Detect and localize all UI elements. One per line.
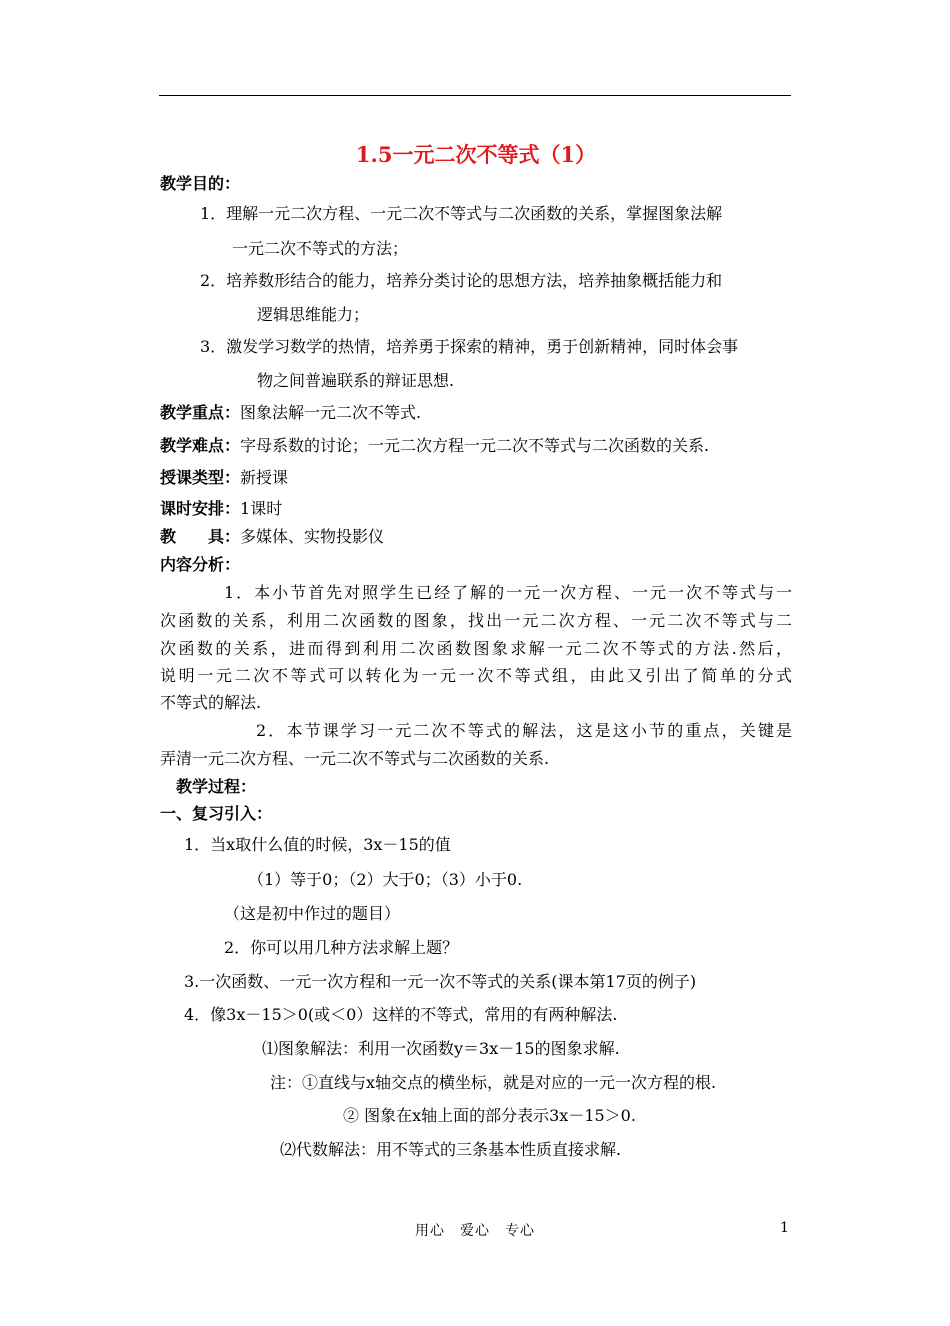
schedule-text: 1课时 [240, 499, 283, 518]
question-1-note: （这是初中作过的题目） [224, 904, 401, 923]
analysis-p1-line5: 不等式的解法. [160, 693, 262, 712]
section-review-heading: 一、复习引入： [160, 804, 273, 823]
analysis-p2-line2: 弄清一元二次方程、一元二次不等式与二次函数的关系. [160, 749, 550, 768]
footer-motto: 用心 爱心 专心 [415, 1223, 535, 1239]
objectives-heading: 教学目的： [160, 174, 241, 193]
schedule [160, 498, 792, 520]
analysis-p1-line2: 次函数的关系，利用二次函数的图象，找出一元二次方程、一元二次不等式与二 [160, 611, 792, 630]
method-graphical: ⑴图象解法：利用一次函数y＝3x－15的图象求解. [262, 1039, 620, 1058]
analysis-p1-line3: 次函数的关系，进而得到利用二次函数图象求解一元二次不等式的方法.然后， [160, 639, 792, 658]
tools [160, 526, 792, 548]
question-4: 4．像3x－15＞0(或＜0）这样的不等式，常用的有两种解法. [184, 1005, 618, 1024]
schedule-label: 课时安排： [160, 499, 241, 518]
lesson-type [160, 467, 792, 489]
objective-2-line1: 2．培养数形结合的能力，培养分类讨论的思想方法，培养抽象概括能力和 [200, 271, 723, 290]
key-point [160, 402, 792, 424]
tools-label: 教 具： [160, 527, 241, 546]
objective-3-line1: 3．激发学习数学的热情，培养勇于探索的精神，勇于创新精神，同时体会事 [200, 337, 739, 356]
lesson-type-text: 新授课 [240, 468, 289, 487]
objective-3-line2: 物之间普遍联系的辩证思想. [257, 371, 455, 390]
page-number: 1 [780, 1220, 789, 1236]
question-1: 1．当x取什么值的时候，3x－15的值 [184, 835, 451, 854]
difficulty-label: 教学难点： [160, 436, 241, 455]
objective-2-line2: 逻辑思维能力； [257, 305, 370, 324]
process-heading: 教学过程： [176, 777, 257, 796]
lesson-type-label: 授课类型： [160, 468, 241, 487]
analysis-heading: 内容分析： [160, 555, 241, 574]
question-1-sub: （1）等于0；（2）大于0；（3）小于0. [248, 870, 523, 889]
key-point-label: 教学重点： [160, 403, 241, 422]
note-2: ② 图象在x轴上面的部分表示3x－15＞0. [343, 1106, 636, 1125]
tools-text: 多媒体、实物投影仪 [240, 527, 385, 546]
objective-1-line2: 一元二次不等式的方法； [232, 239, 409, 258]
page-title: 1.5一元二次不等式（1） [355, 142, 597, 167]
key-point-text: 图象法解一元二次不等式. [240, 403, 422, 422]
difficulty [160, 435, 792, 457]
note-1: 注：①直线与x轴交点的横坐标，就是对应的一元一次方程的根. [270, 1073, 717, 1092]
method-algebraic: ⑵代数解法：用不等式的三条基本性质直接求解. [280, 1140, 622, 1159]
analysis-p1-line1: 1．本小节首先对照学生已经了解的一元一次方程、一元一次不等式与一 [224, 583, 792, 602]
question-2: 2．你可以用几种方法求解上题？ [224, 938, 459, 957]
difficulty-text: 字母系数的讨论；一元二次方程一元二次不等式与二次函数的关系. [240, 436, 710, 455]
header-rule [159, 95, 791, 96]
question-3: 3.一次函数、一元一次方程和一元一次不等式的关系(课本第17页的例子) [184, 972, 697, 991]
analysis-p1-line4: 说明一元二次不等式可以转化为一元一次不等式组，由此又引出了简单的分式 [160, 666, 792, 685]
analysis-p2-line1: 2．本节课学习一元二次不等式的解法，这是这小节的重点，关键是 [256, 721, 792, 740]
objective-1-line1: 1．理解一元二次方程、一元二次不等式与二次函数的关系，掌握图象法解 [200, 204, 723, 223]
